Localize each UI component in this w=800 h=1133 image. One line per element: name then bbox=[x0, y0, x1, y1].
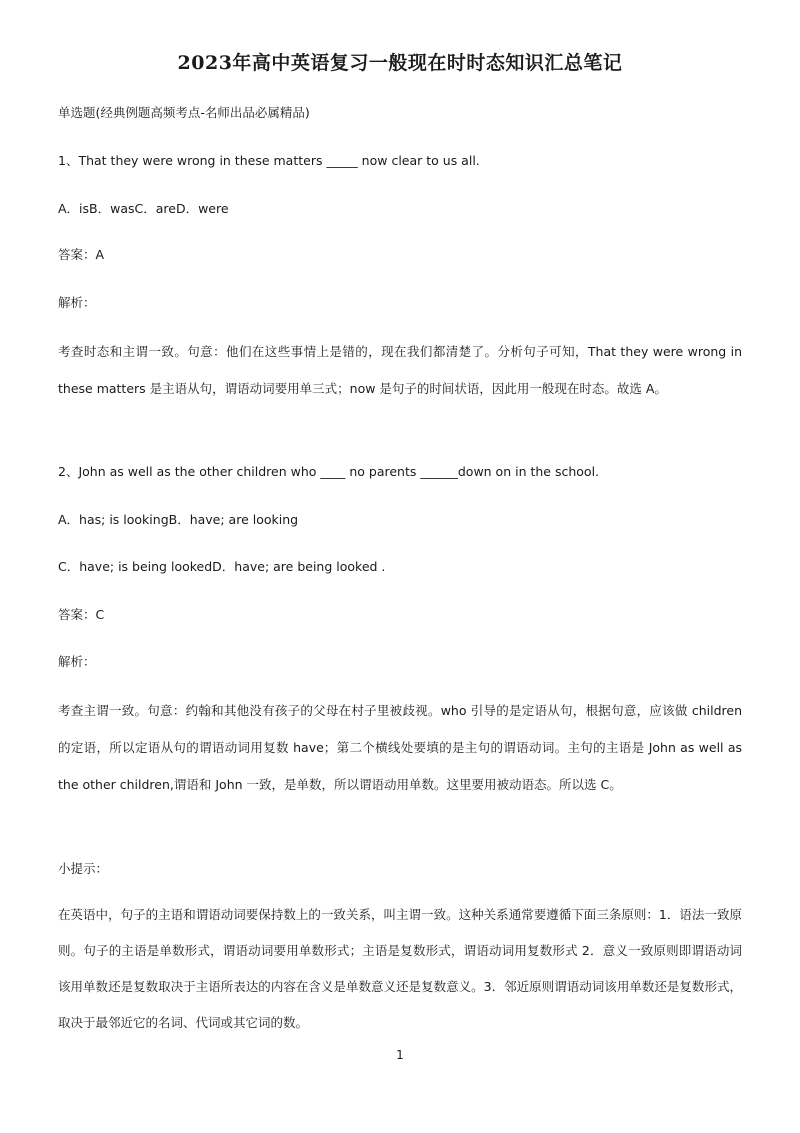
question-1-stem: 1、That they were wrong in these matters _____ now clear to us all. bbox=[58, 153, 480, 168]
page-title: 2023年高中英语复习一般现在时时态知识汇总笔记 bbox=[177, 52, 623, 74]
page-number: 1 bbox=[396, 1048, 404, 1062]
tip-text: 在英语中，句子的主语和谓语动词要保持数上的一致关系，叫主谓一致。这种关系通常要遵循下面三条原则：1．语法一致原则。句子的主语是单数形式，谓语动词要用单数形式；主语是复数形式，谓语动词用复数形式 2．意义一致原则即谓语动词该用单数还是复数取决于主语所表达的内容在含义是单数意义还是复数意义。3．邻近原则谓语动词该用单数还是复数形式，取决于最邻近它的名词、代词或其它词的数。 bbox=[58, 907, 742, 1030]
question-2-analysis-label: 解析： bbox=[58, 654, 96, 669]
question-2-stem: 2、John as well as the other children who ____ no parents ______down on in the school. bbox=[58, 464, 600, 479]
question-2-options-2: C．have; is being lookedD．have; are being looked . bbox=[58, 559, 386, 574]
question-1-options: A．isB．wasC．areD．were bbox=[58, 201, 229, 216]
question-2-analysis: 考查主谓一致。句意：约翰和其他没有孩子的父母在村子里被歧视。who 引导的是定语从句，根据句意，应该做 children 的定语，所以定语从句的谓语动词用复数 have；第二个横线处要填的是主句的谓语动词。主句的主语是 John as well as the other children,谓语和 John 一致，是单数，所以谓语动用单数。这里要用被动语态。所以选 C。 bbox=[58, 703, 742, 792]
question-1-answer: 答案：A bbox=[58, 247, 105, 262]
question-1-analysis-label: 解析： bbox=[58, 295, 96, 310]
question-2-answer: 答案：C bbox=[58, 607, 105, 622]
question-2-options-1: A．has; is lookingB．have; are looking bbox=[58, 512, 299, 527]
tip-label: 小提示： bbox=[58, 861, 109, 876]
question-1-analysis: 考查时态和主谓一致。句意：他们在这些事情上是错的，现在我们都清楚了。分析句子可知，That they were wrong in these matters 是主语从句，谓语动词要用单三式；now 是句子的时间状语，因此用一般现在时态。故选 A。 bbox=[58, 344, 742, 396]
section-heading: 单选题(经典例题高频考点-名师出品必属精品) bbox=[58, 105, 310, 120]
